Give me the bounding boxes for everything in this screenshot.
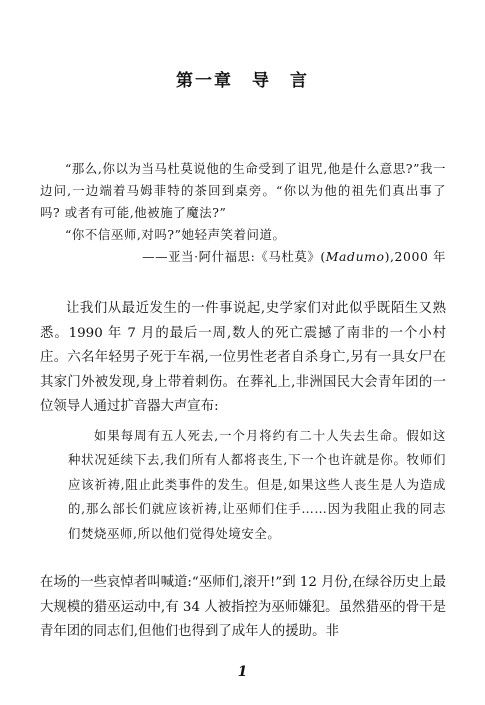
book-title-latin: Madumo: [325, 249, 385, 264]
epigraph-reply: “你不信巫师,对吗?”她轻声笑着问道。: [65, 227, 286, 242]
epigraph-attribution: ——亚当·阿什福思:《马杜莫》(Madumo),2000 年: [142, 249, 446, 264]
epigraph: [40, 158, 446, 268]
block-quote: [68, 424, 446, 546]
body-section-continued: [40, 571, 446, 645]
body-paragraph: 让我们从最近发生的一件事说起,史学家们对此似乎既陌生又熟悉。1990 年 7 月的最后一周,数人的死亡震撼了南非的一个小村庄。六名年轻男子死于车祸,一位男性老者自杀身亡,另有一具女尸在其家门外被发现,身上带着刺伤。在葬礼上,非洲国民大会青年团的一位领导人通过扩音器大声宣布:: [40, 301, 446, 415]
quote-text: 如果每周有五人死去,一个月将约有二十人失去生命。假如这种状况延续下去,我们所有人都将丧生,下一个也许就是你。牧师们应该祈祷,阻止此类事件的发生。但是,如果这些人丧生是人为造成的,那么部长们就应该祈祷,让巫师们住手……因为我阻止我的同志们焚烧巫师,所以他们觉得处境安全。: [68, 428, 446, 541]
chapter-title: 第一章 导 言: [176, 71, 309, 91]
epigraph-text: “那么,你以为当马杜莫说他的生命受到了诅咒,他是什么意思?”我一边问,一边端着马姆菲特的茶回到桌旁。“你以为他的祖先们真出事了吗? 或者有可能,他被施了魔法?”: [40, 161, 446, 220]
body-paragraph: 在场的一些哀悼者叫喊道:“巫师们,滚开!”到 12 月份,在绿谷历史上最大规模的猎巫运动中,有 34 人被指控为巫师嫌犯。虽然猎巫的骨干是青年团的同志们,但他们也得到了成年人的援助。非: [40, 575, 446, 640]
page-number: 1: [237, 664, 248, 680]
body-section: [40, 297, 446, 420]
